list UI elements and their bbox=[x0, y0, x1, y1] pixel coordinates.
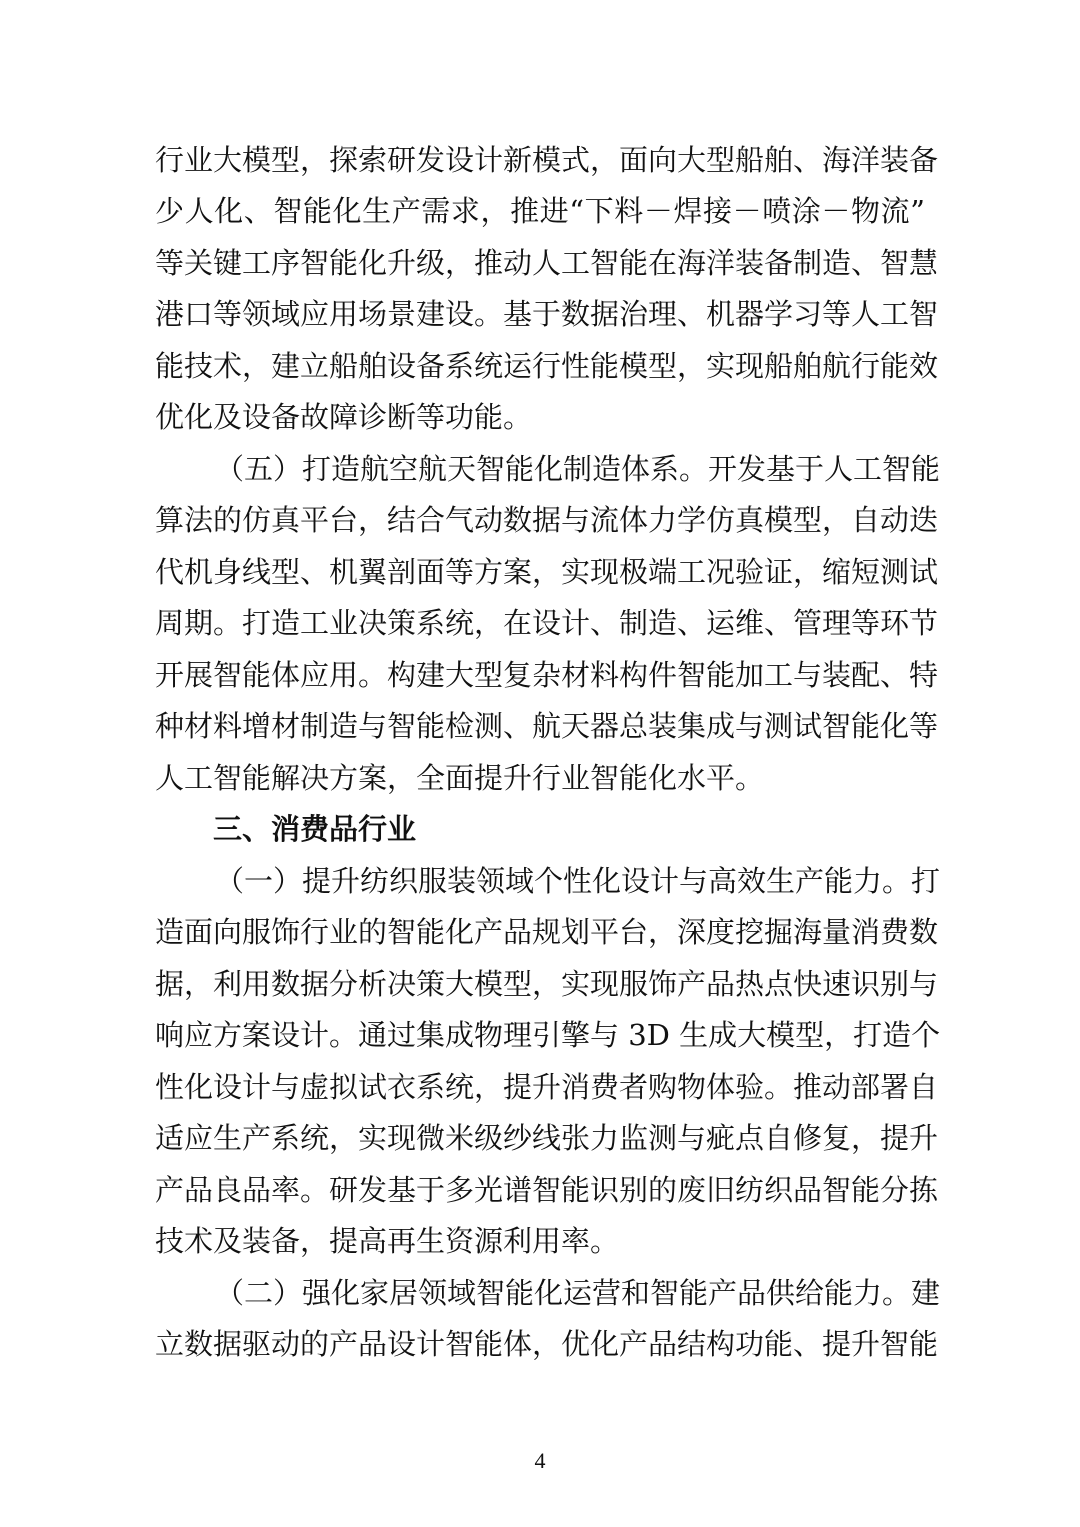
text-line: 响应方案设计。通过集成物理引擎与 3D 生成大模型，打造个 bbox=[155, 1018, 941, 1052]
text-line: 技术及装备，提高再生资源利用率。 bbox=[155, 1224, 620, 1258]
text-line: 算法的仿真平台，结合气动数据与流体力学仿真模型，自动迭 bbox=[155, 503, 939, 537]
text-line: 周期。打造工业决策系统，在设计、制造、运维、管理等环节 bbox=[155, 606, 939, 640]
text-line: 产品良品率。研发基于多光谱智能识别的废旧纺织品智能分拣 bbox=[155, 1173, 939, 1207]
text-line: 行业大模型，探索研发设计新模式，面向大型船舶、海洋装备 bbox=[155, 143, 939, 177]
page-number: 4 bbox=[534, 1448, 546, 1473]
paragraph-first-line: （一）提升纺织服装领域个性化设计与高效生产能力。打 bbox=[215, 864, 941, 898]
text-line: 据，利用数据分析决策大模型，实现服饰产品热点快速识别与 bbox=[155, 967, 939, 1001]
text-line: 代机身线型、机翼剖面等方案，实现极端工况验证，缩短测试 bbox=[155, 555, 939, 589]
text-line: 立数据驱动的产品设计智能体，优化产品结构功能、提升智能 bbox=[155, 1327, 939, 1361]
section-heading: 三、消费品行业 bbox=[213, 812, 417, 846]
text-line: 开展智能体应用。构建大型复杂材料构件智能加工与装配、特 bbox=[155, 658, 939, 692]
text-line: 适应生产系统，实现微米级纱线张力监测与疵点自修复，提升 bbox=[155, 1121, 939, 1155]
text-line: 等关键工序智能化升级，推动人工智能在海洋装备制造、智慧 bbox=[155, 246, 939, 280]
paragraph-first-line: （五）打造航空航天智能化制造体系。开发基于人工智能 bbox=[215, 452, 941, 486]
text-line: 港口等领域应用场景建设。基于数据治理、机器学习等人工智 bbox=[155, 297, 939, 331]
text-line: 人工智能解决方案，全面提升行业智能化水平。 bbox=[155, 761, 765, 795]
text-line: 性化设计与虚拟试衣系统，提升消费者购物体验。推动部署自 bbox=[155, 1070, 939, 1104]
text-line: 优化及设备故障诊断等功能。 bbox=[155, 400, 533, 434]
text-line: 造面向服饰行业的智能化产品规划平台，深度挖掘海量消费数 bbox=[155, 915, 939, 949]
text-line: 种材料增材制造与智能检测、航天器总装集成与测试智能化等 bbox=[155, 709, 939, 743]
text-line: 能技术，建立船舶设备系统运行性能模型，实现船舶航行能效 bbox=[155, 349, 939, 383]
text-line: 少人化、智能化生产需求，推进“下料－焊接－喷涂－物流” bbox=[155, 194, 925, 228]
paragraph-first-line: （二）强化家居领域智能化运营和智能产品供给能力。建 bbox=[215, 1276, 941, 1310]
